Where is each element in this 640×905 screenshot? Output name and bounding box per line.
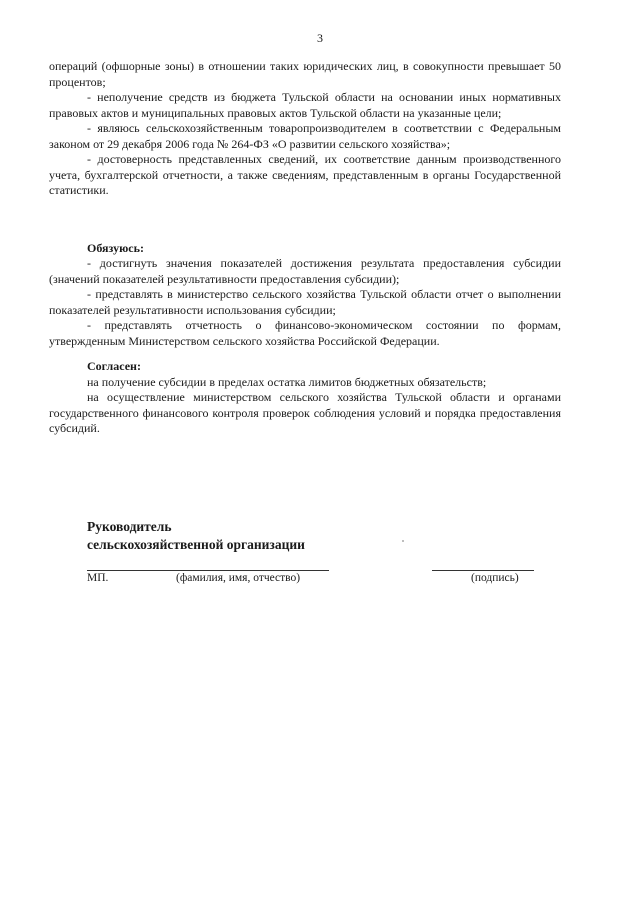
name-line: [87, 570, 329, 571]
obligations-heading: Обязуюсь:: [87, 240, 144, 255]
signature-line: [432, 570, 534, 571]
page-number: 3: [317, 31, 323, 45]
obligation-item-1: - достигнуть значения показателей достижения результата предоставления субсидии (значений показателей результативности предоставления субсидии);: [49, 256, 561, 286]
document-body: [49, 59, 561, 437]
signatory-title: [87, 518, 305, 554]
obligation-item-2: - представлять в министерство сельского хозяйства Тульской области отчет о выполнении показателей результативности использования субсидии;: [49, 287, 561, 317]
intro-paragraph-4: - достоверность представленных сведений, их соответствие данным производственного учета, бухгалтерской отчетности, а также сведениям, представленным в органы Государственной статистики.: [49, 152, 561, 197]
intro-paragraph-3: - являюсь сельскохозяйственным товаропроизводителем в соответствии с Федеральным законом от 29 декабря 2006 года № 264-ФЗ «О развитии сельского хозяйства»;: [49, 121, 561, 151]
consent-heading: Согласен:: [87, 359, 141, 373]
spacer: [49, 349, 561, 359]
signatory-title-line-2: сельскохозяйственной организации: [87, 537, 305, 552]
obligation-item-3: - представлять отчетность о финансово-экономическом состоянии по формам, утвержденным Министерством сельского хозяйства Российской Федерации.: [49, 318, 561, 348]
scan-speck: [402, 540, 404, 542]
name-caption: (фамилия, имя, отчество): [176, 572, 301, 584]
spacer: [49, 199, 561, 241]
consent-item-2: на осуществление министерством сельского хозяйства Тульской области и органами государственного финансового контроля проверок соблюдения условий и порядка предоставления субсидий.: [49, 390, 561, 435]
intro-paragraph-2: - неполучение средств из бюджета Тульской области на основании иных нормативных правовых актов и муниципальных правовых актов Тульской области на указанные цели;: [49, 90, 561, 120]
stamp-label: МП.: [87, 572, 109, 584]
consent-item-1: на получение субсидии в пределах остатка лимитов бюджетных обязательств;: [87, 374, 487, 389]
signature-caption: (подпись): [471, 572, 519, 584]
intro-paragraph-1: операций (офшорные зоны) в отношении таких юридических лиц, в совокупности превышает 50 процентов;: [49, 59, 561, 89]
signatory-title-line-1: Руководитель: [87, 519, 172, 534]
